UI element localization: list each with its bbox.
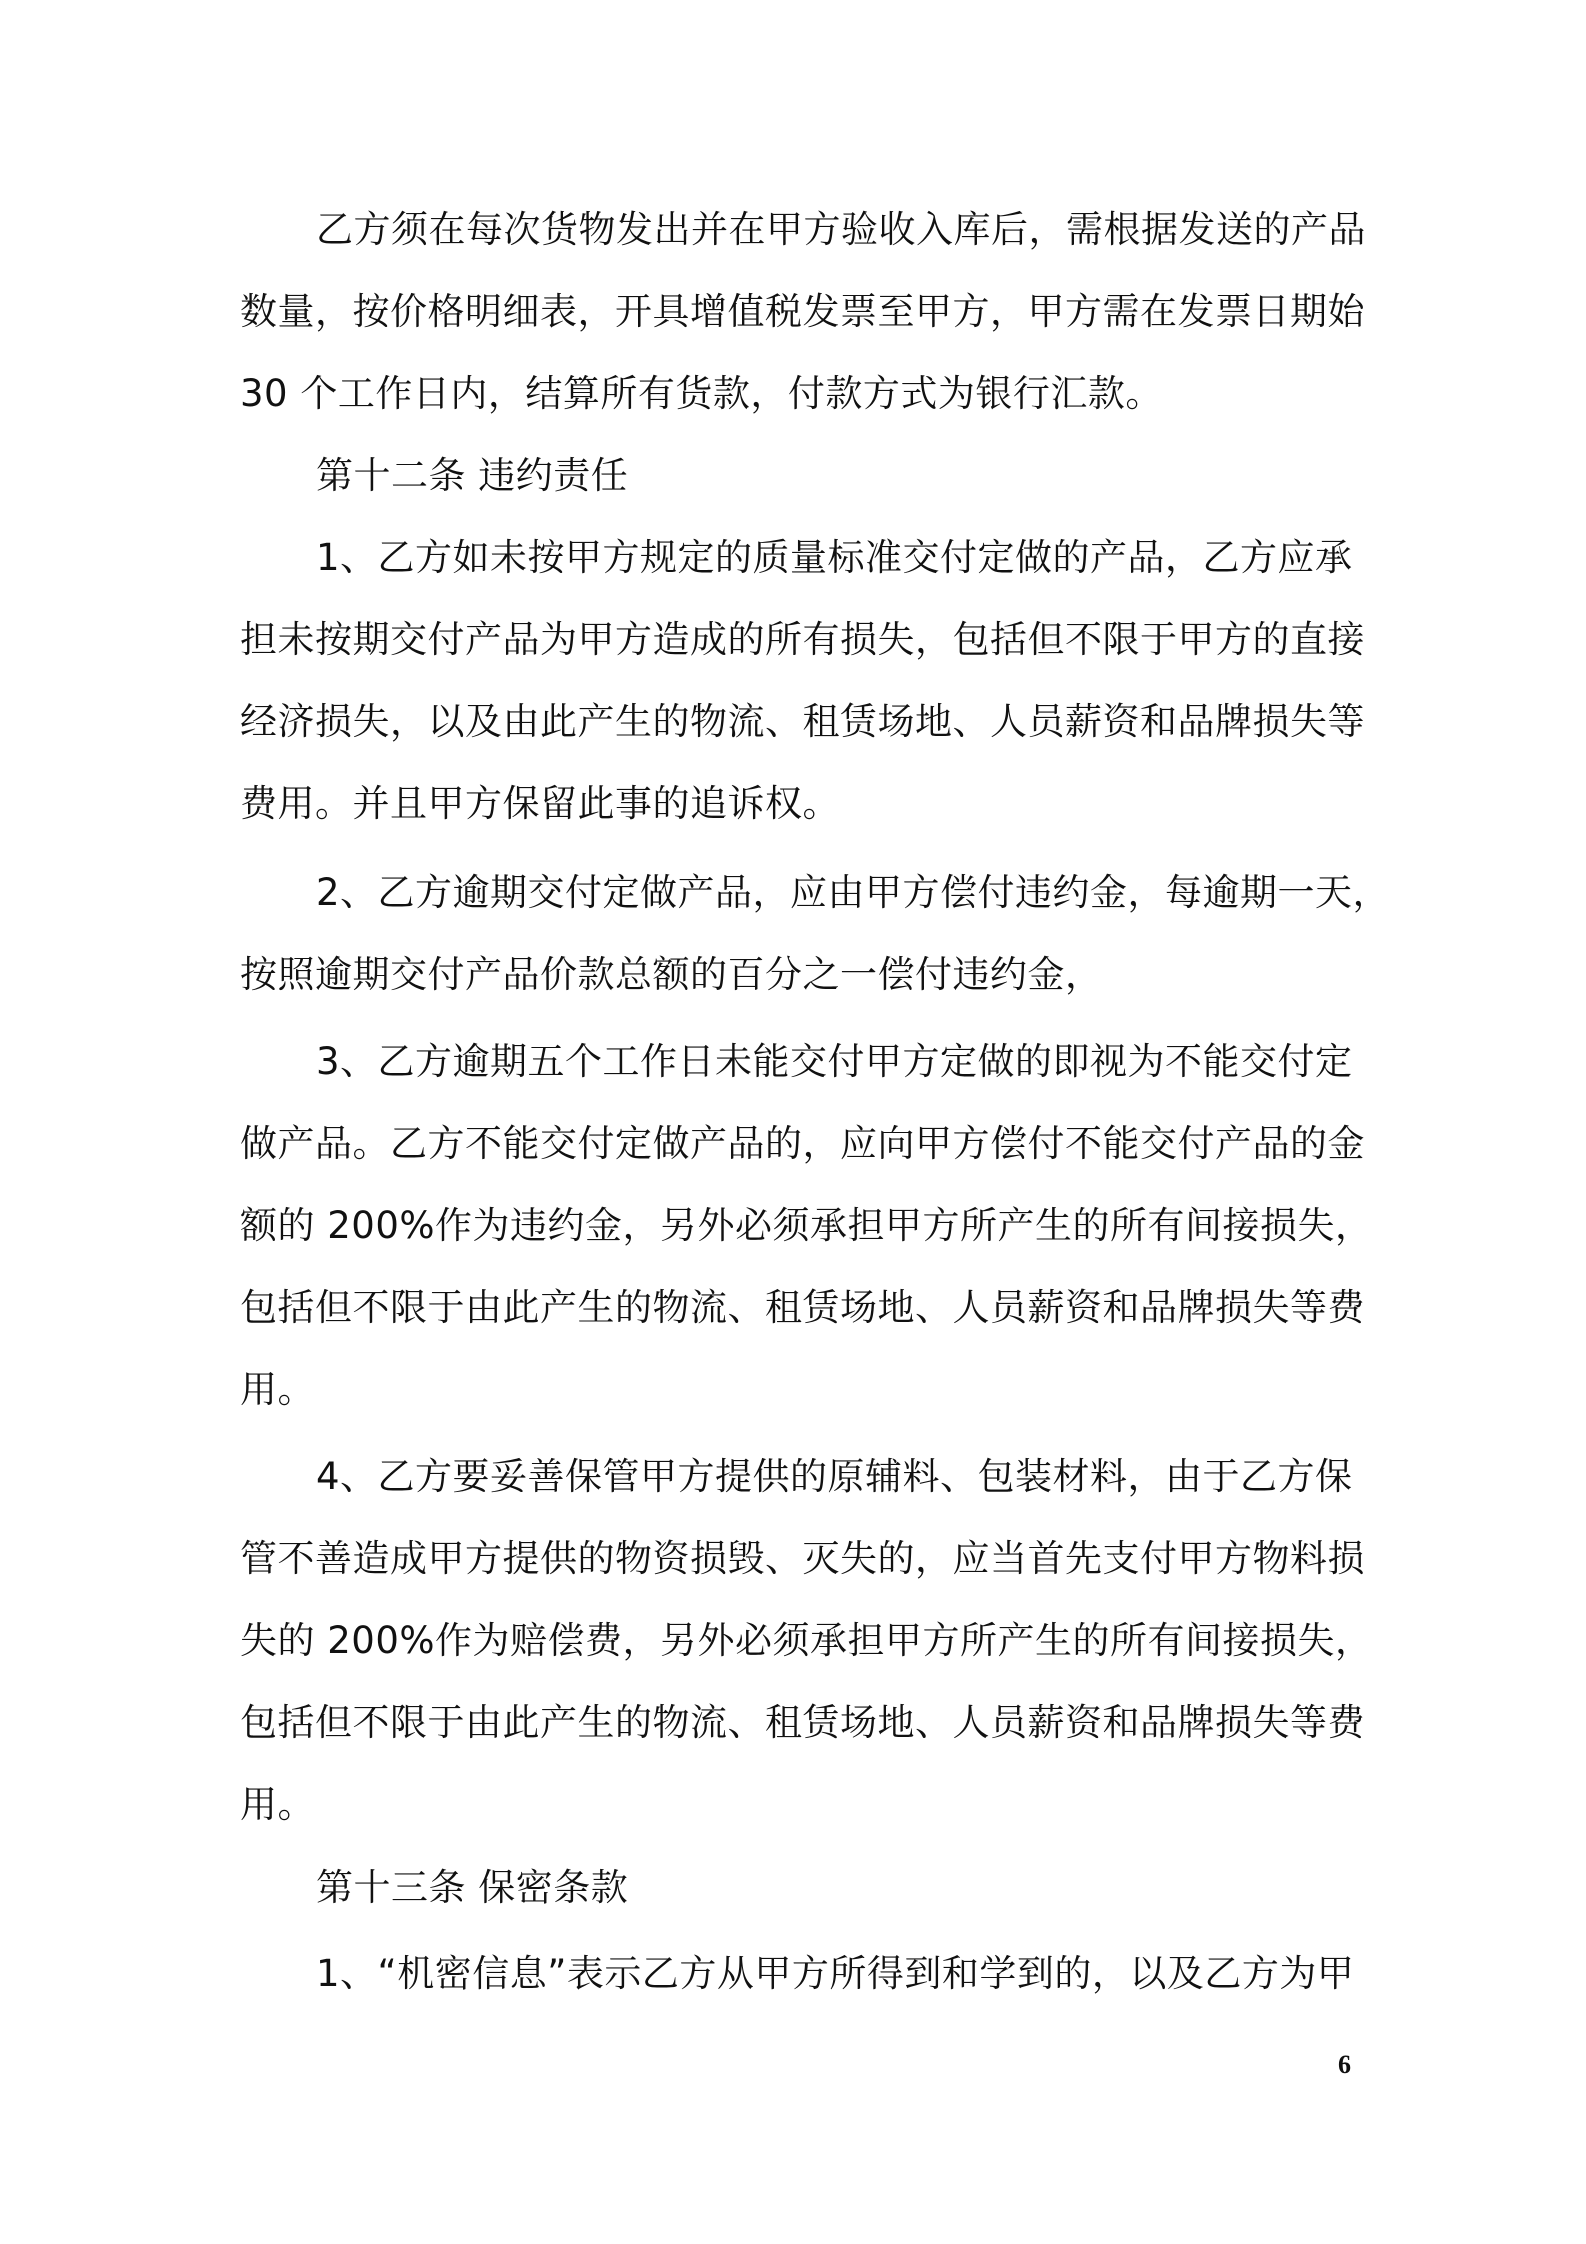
text-line: 3、乙方逾期五个工作日未能交付甲方定做的即视为不能交付定 (316, 1040, 1353, 1083)
text-line: 1、“机密信息”表示乙方从甲方所得到和学到的，以及乙方为甲 (316, 1952, 1355, 1995)
text-line: 担未按期交付产品为甲方造成的所有损失，包括但不限于甲方的直接 (240, 618, 1365, 661)
section-heading: 第十三条 保密条款 (316, 1866, 629, 1909)
text-line: 做产品。乙方不能交付定做产品的，应向甲方偿付不能交付产品的金 (240, 1122, 1365, 1165)
text-line: 乙方须在每次货物发出并在甲方验收入库后，需根据发送的产品 (316, 208, 1366, 251)
text-line: 包括但不限于由此产生的物流、租赁场地、人员薪资和品牌损失等费 (240, 1701, 1365, 1744)
text-line: 数量，按价格明细表，开具增值税发票至甲方，甲方需在发票日期始 (240, 290, 1365, 333)
text-line: 额的 200%作为违约金，另外必须承担甲方所产生的所有间接损失， (240, 1204, 1373, 1247)
text-line: 30 个工作日内，结算所有货款，付款方式为银行汇款。 (240, 372, 1163, 415)
text-line: 管不善造成甲方提供的物资损毁、灭失的，应当首先支付甲方物料损 (240, 1537, 1365, 1580)
text-line: 经济损失，以及由此产生的物流、租赁场地、人员薪资和品牌损失等 (240, 700, 1365, 743)
text-line: 2、乙方逾期交付定做产品，应由甲方偿付违约金，每逾期一天， (316, 871, 1391, 914)
text-line: 包括但不限于由此产生的物流、租赁场地、人员薪资和品牌损失等费 (240, 1286, 1365, 1329)
section-heading: 第十二条 违约责任 (316, 454, 629, 497)
text-line: 用。 (240, 1783, 315, 1826)
text-line: 费用。并且甲方保留此事的追诉权。 (240, 782, 840, 825)
text-line: 按照逾期交付产品价款总额的百分之一偿付违约金， (240, 953, 1103, 996)
page-number: 6 (1338, 2050, 1351, 2079)
text-line: 失的 200%作为赔偿费，另外必须承担甲方所产生的所有间接损失， (240, 1619, 1373, 1662)
text-line: 用。 (240, 1368, 315, 1411)
text-line: 4、乙方要妥善保管甲方提供的原辅料、包装材料，由于乙方保 (316, 1455, 1353, 1498)
text-line: 1、乙方如未按甲方规定的质量标准交付定做的产品，乙方应承 (316, 536, 1353, 579)
